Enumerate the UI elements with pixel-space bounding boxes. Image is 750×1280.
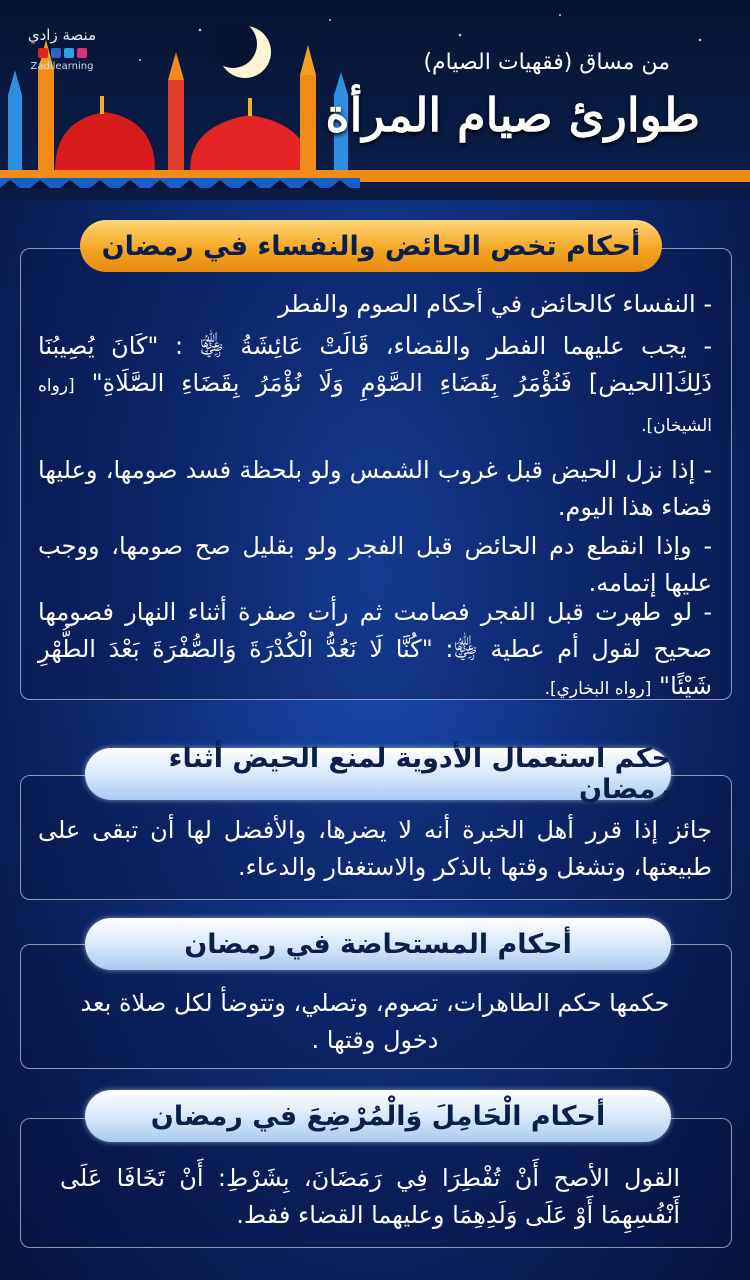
facebook-icon [51,48,61,58]
youtube-icon [38,48,48,58]
list-item: - لو طهرت قبل الفجر فصامت ثم رأت صفرة أثناء النهار فصومها صحيح لقول أم عطية ﵂: "كُنَّا لَا نَعُدُّ الْكُدْرَةَ وَالصُّفْرَةَ بَعْدَ الطُّهْرِ شَيْئًا" [رواه البخاري]. [38,598,712,700]
section-heading-pregnant-nursing: أحكام الْحَامِلَ وَالْمُرْضِعَ في رمضان [85,1090,671,1142]
instagram-icon [77,48,87,58]
section-heading-istihada: أحكام المستحاضة في رمضان [85,918,671,970]
list-item: - وإذا انقطع دم الحائض قبل الفجر ولو بقليل صح صومها، ووجب عليها إتمامه. [38,532,712,597]
section-heading-menstruation: أحكام تخص الحائض والنفساء في رمضان [80,220,662,272]
brand-logo [22,26,102,72]
course-subtitle: من مساق (فقهيات الصيام) [423,50,670,75]
section-body-pregnant-nursing: القول الأصح أَنْ تُفْطِرَا فِي رَمَضَانَ، بِشَرْطِ: أَنْ تَخَافَا عَلَى أَنْفُسِهِمَا أَوْ عَلَى وَلَدِهِمَا وعليهما القضاء فقط. [60,1164,680,1229]
brand-name: منصة زادي [27,26,97,44]
section-heading-medication: حكم استعمال الأدوية لمنع الحيض أثناء رمضان [85,748,671,800]
hadith-reference: [رواه الشيخان]. [38,376,712,436]
section-body-medication: جائز إذا قرر أهل الخبرة أنه لا يضرها، والأفضل لها أن تبقى على طبيعتها، وتشغل وقتها بالذكر والاستغفار والدعاء. [38,816,712,881]
header-banner [0,0,750,200]
list-item: - النفساء كالحائض في أحكام الصوم والفطر [278,290,712,318]
list-item: - يجب عليهما الفطر والقضاء، قَالَتْ عَائِشَةُ ﵂ : "كَانَ يُصِيبُنَا ذَلِكَ[الحيض] فَنُؤْمَرُ بِقَضَاءِ الصَّوْمِ وَلَا نُؤْمَرُ بِقَضَاءِ الصَّلَاةِ" [رواه الشيخان]. [38,332,712,436]
page-title: طوارئ صيام المرأة [325,88,700,142]
section-body-istihada: حكمها حكم الطاهرات، تصوم، وتصلي، وتتوضأ لكل صلاة بعد دخول وقتها . [80,989,670,1054]
social-icons [22,48,102,58]
twitter-icon [64,48,74,58]
list-item: - إذا نزل الحيض قبل غروب الشمس ولو بلحظة فسد صومها، وعليها قضاء هذا اليوم. [38,456,712,521]
crescent-moon-icon [209,20,271,78]
brand-subtitle: Zadilearning [30,61,94,72]
hadith-reference: [رواه البخاري]. [544,679,652,699]
